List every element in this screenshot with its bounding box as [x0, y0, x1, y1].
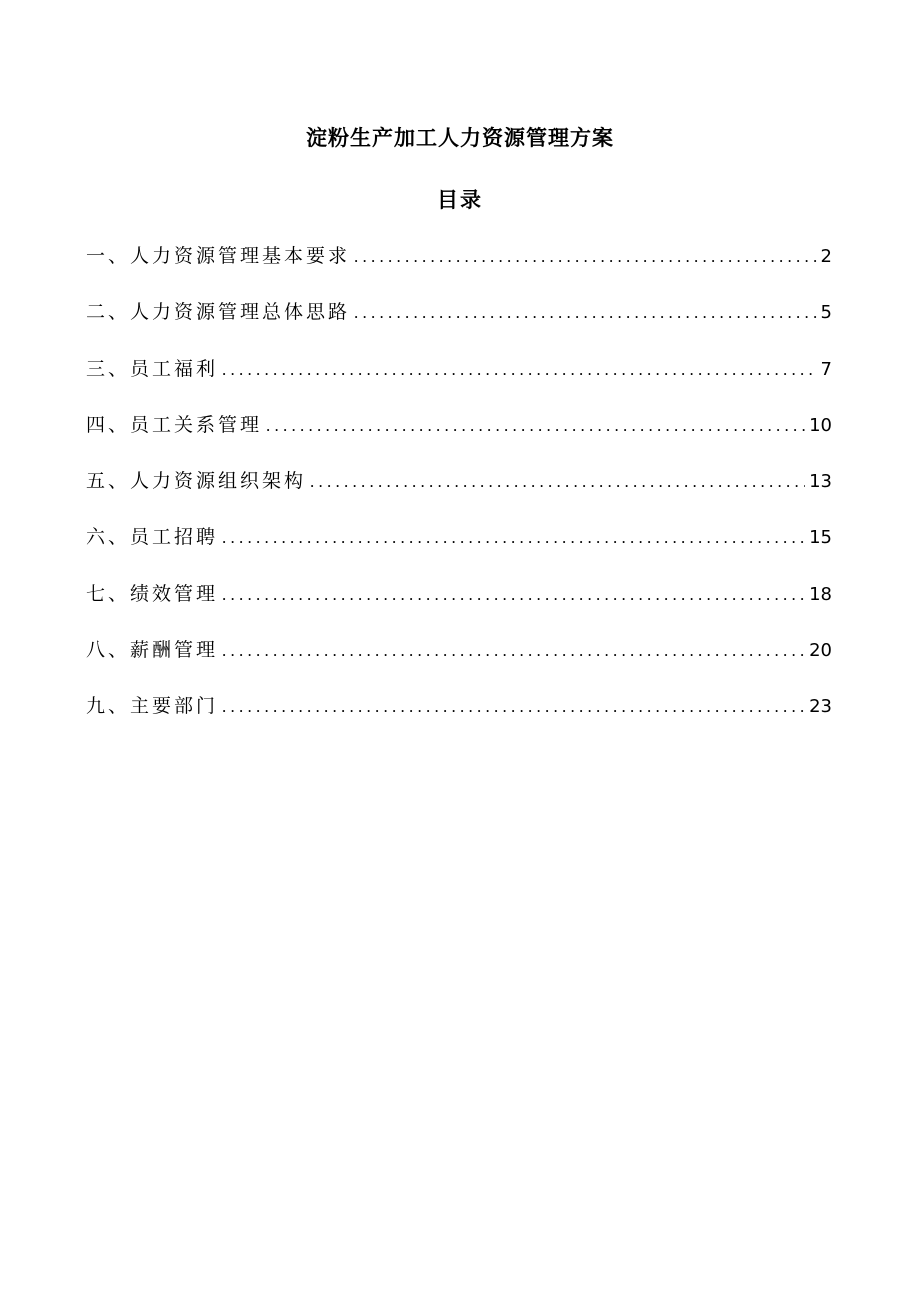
toc-dot-leader — [222, 579, 805, 611]
toc-page-number: 20 — [809, 640, 832, 662]
toc-entry-6[interactable] — [86, 521, 832, 577]
toc-entry-label: 五、人力资源组织架构 — [86, 470, 307, 493]
toc-entry-label: 三、员工福利 — [86, 357, 219, 380]
toc-page-number: 2 — [820, 246, 832, 267]
toc-entry-1[interactable] — [86, 240, 832, 296]
toc-entry-4[interactable] — [86, 409, 832, 465]
toc-heading: 目录 — [437, 187, 483, 212]
toc-dot-leader — [354, 297, 817, 329]
toc-entry-label: 九、主要部门 — [86, 695, 219, 718]
table-of-contents — [86, 240, 832, 747]
toc-dot-leader — [222, 354, 817, 386]
toc-page-number: 13 — [809, 471, 832, 493]
toc-entry-2[interactable] — [86, 296, 832, 352]
toc-page-number: 23 — [809, 696, 832, 718]
toc-entry-label: 六、员工招聘 — [86, 526, 219, 549]
document-title: 淀粉生产加工人力资源管理方案 — [306, 125, 614, 150]
toc-entry-label: 四、员工关系管理 — [86, 413, 263, 436]
toc-dot-leader — [354, 241, 817, 273]
toc-dot-leader — [310, 466, 805, 498]
toc-entry-3[interactable] — [86, 353, 832, 409]
toc-page-number: 15 — [809, 527, 832, 549]
toc-dot-leader — [222, 691, 805, 723]
toc-entry-5[interactable] — [86, 465, 832, 521]
toc-page-number: 18 — [809, 583, 832, 605]
toc-entry-7[interactable] — [86, 578, 832, 634]
toc-entry-label: 二、人力资源管理总体思路 — [86, 301, 351, 324]
toc-entry-label: 七、绩效管理 — [86, 582, 219, 605]
toc-entry-label: 一、人力资源管理基本要求 — [86, 245, 351, 267]
toc-page-number: 5 — [820, 302, 832, 324]
toc-page-number: 7 — [820, 358, 832, 380]
toc-page-number: 10 — [809, 414, 832, 436]
toc-entry-label: 八、薪酬管理 — [86, 639, 219, 662]
toc-dot-leader — [222, 522, 805, 554]
toc-dot-leader — [222, 635, 805, 667]
toc-entry-9[interactable] — [86, 690, 832, 746]
toc-entry-8[interactable] — [86, 634, 832, 690]
toc-dot-leader — [266, 410, 805, 442]
